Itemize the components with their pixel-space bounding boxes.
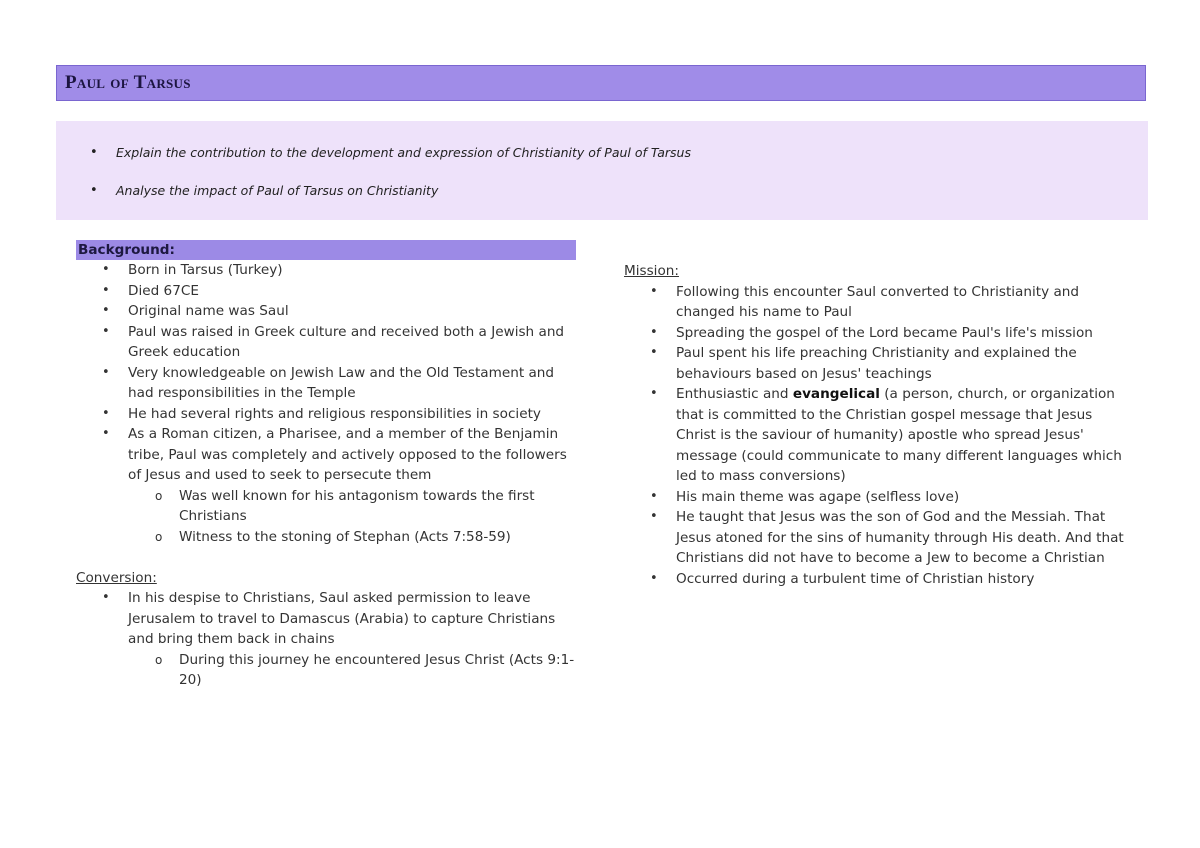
right-column — [624, 261, 1124, 589]
title-bar — [56, 65, 1146, 101]
list-item: • Occurred during a turbulent time of Christian history — [676, 569, 1124, 590]
list-item: • He had several rights and religious responsibilities in society — [128, 404, 581, 425]
conversion-sub-list — [128, 650, 581, 691]
list-item: • His main theme was agape (selfless love) — [676, 487, 1124, 508]
page-title: Paul of Tarsus — [65, 72, 191, 93]
mission-list — [624, 282, 1124, 590]
list-item: • He taught that Jesus was the son of God and the Messiah. That Jesus atoned for the sins of humanity through His death. And that Christians did not have to become a Jew to become a Christian — [676, 507, 1124, 569]
list-item-text: As a Roman citizen, a Pharisee, and a member of the Benjamin tribe, Paul was completely and actively opposed to the followers of Jesus and used to seek to persecute them — [128, 426, 567, 483]
sub-list-item: o During this journey he encountered Jesus Christ (Acts 9:1-20) — [179, 650, 581, 691]
outcome-item: • Analyse the impact of Paul of Tarsus on Christianity — [116, 183, 438, 198]
spacer — [76, 547, 581, 568]
evangelical-definition: (a person, church, or organization that is committed to the Christian gospel message that Jesus Christ is the saviour of humanity) apostle who spread Jesus' message (could communicate to many different languages which led to mass conversions) — [676, 386, 1122, 484]
list-item: • Following this encounter Saul converted to Christianity and changed his name to Paul — [676, 282, 1124, 323]
evangelical-lead: Enthusiastic and — [676, 386, 793, 402]
mission-heading: Mission: — [624, 263, 679, 279]
left-column — [76, 240, 581, 691]
background-heading: Background: — [76, 240, 576, 260]
list-item: • Paul spent his life preaching Christianity and explained the behaviours based on Jesus' teachings — [676, 343, 1124, 384]
sub-list-item: o Witness to the stoning of Stephan (Acts 7:58-59) — [179, 527, 581, 548]
evangelical-term: evangelical — [792, 386, 880, 402]
conversion-list — [76, 588, 581, 691]
background-sub-list — [128, 486, 581, 548]
list-item: • Very knowledgeable on Jewish Law and the Old Testament and had responsibilities in the Temple — [128, 363, 581, 404]
list-item: • Spreading the gospel of the Lord became Paul's life's mission — [676, 323, 1124, 344]
list-item — [676, 384, 1124, 487]
list-item — [128, 588, 581, 691]
background-list — [76, 260, 581, 547]
list-item: • Original name was Saul — [128, 301, 581, 322]
outcome-item: • Explain the contribution to the development and expression of Christianity of Paul of Tarsus — [116, 145, 691, 160]
list-item-text: In his despise to Christians, Saul asked permission to leave Jerusalem to travel to Damascus (Arabia) to capture Christians and bring them back in chains — [128, 590, 556, 647]
list-item: • Paul was raised in Greek culture and received both a Jewish and Greek education — [128, 322, 581, 363]
learning-outcomes-box — [56, 121, 1148, 220]
list-item: • Born in Tarsus (Turkey) — [128, 260, 581, 281]
conversion-heading: Conversion: — [76, 569, 157, 586]
list-item: • Died 67CE — [128, 281, 581, 302]
list-item — [128, 424, 581, 547]
sub-list-item: o Was well known for his antagonism towards the first Christians — [179, 486, 581, 527]
